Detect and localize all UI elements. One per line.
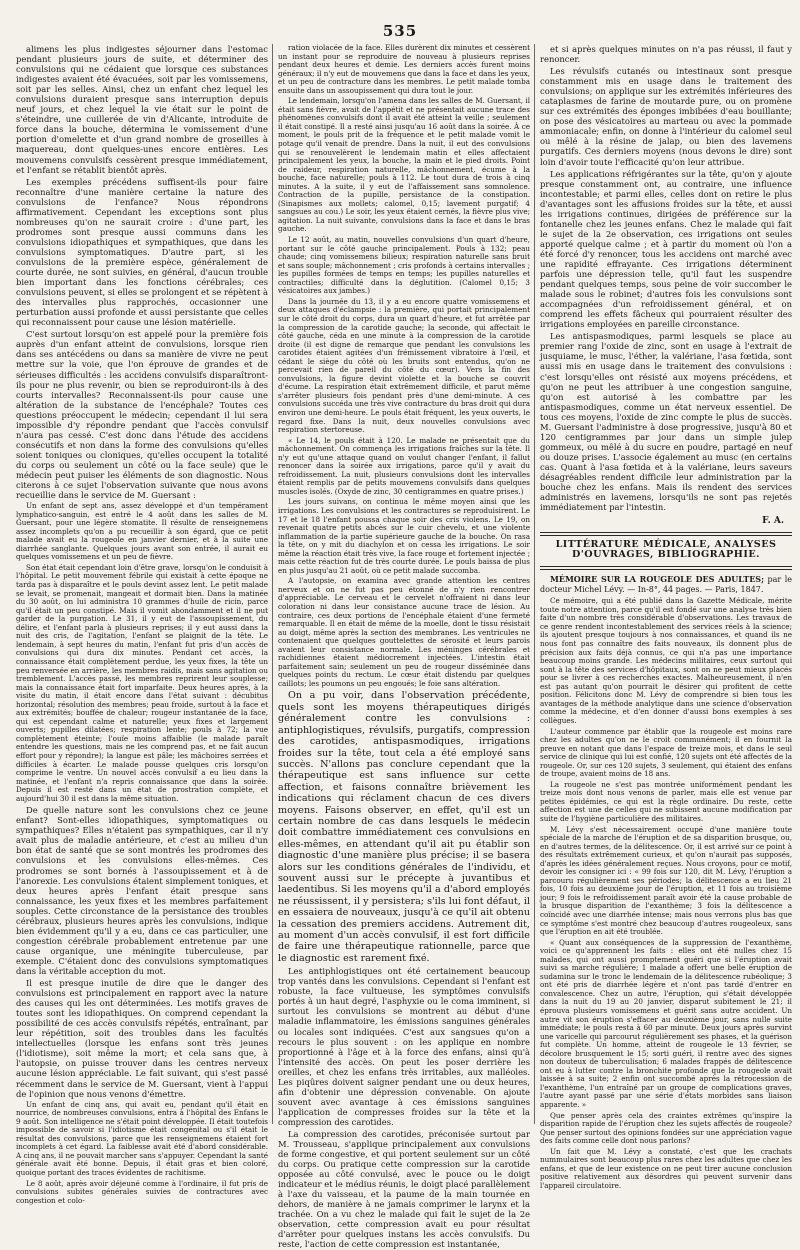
column-left [16,44,268,1205]
review-paragraph: La rougeole ne s'est pas montrée uniformément pendant les treize mois dont nous venons de parler, mais elle est venue par petites épidémies, ce qui est la règle ordinaire. Du reste, cette affection est une de celles qui ne subissent aucune modification par suite de l'hygiène particulière des militaires. [540,779,792,823]
paragraph: Il est presque inutile de dire que le danger des convulsions est principalement en rapport avec la nature des causes qui les ont déterminées. Les motifs graves de toutes sont les idiopathiques. On comprend cependant la possibilité de ces accès convulsifs répétés, entraînant, par leur répétition, soit des troubles dans les facultés intellectuelles (lorsque les enfans sont très jeunes (l'idiotisme), soit même la mort; et cela sans que, à l'autopsie, on puisse trouver dans les centres nerveux aucune lésion appréciable. Le fait suivant, qui s'est passé récemment dans le service de M. Guersant, vient à l'appui de l'opinion que nous venons d'émettre. [16,978,268,1099]
paragraph: De quelle nature sont les convulsions chez ce jeune enfant? Sont-elles idiopathiques, symptomatiques ou sympathiques? Elles n'étaient pas sympathiques, car il n'y avait plus de maladie antérieure, et c'est au milieu d'un bon état de santé que se sont montrés les prodromes des convulsions et les convulsions elles-mêmes. Ces prodromes se sont bornés à l'assoupissement et à de l'anorexie. Les convulsions étaient simplement toniques, et deux heures après l'enfant était presque sans connaissance, les yeux fixes et les membres parfaitement souples. Cette circonstance de la persistance des troubles cérébraux, plusieurs heures après les convulsions, indique bien évidemment qu'il y a eu, dans ce cas particulier, une congestion cérébrale probablement entretenue par une cause organique, une méningite tuberculeuse, par exemple. C'étaient donc des convulsions symptomatiques dans la véritable acception du mot. [16,805,268,976]
case-report-paragraph: Le 8 août, après avoir déjeuné comme à l'ordinaire, il fut pris de convulsions subites générales suivies de contractures avec congestion et colo- [16,1178,268,1205]
review-paragraph: Ce mémoire, qui a été publié dans la Gazette Médicale, mérite toute notre attention, parce qu'il est fondé sur une analyse très bien faite d'un nombre très considérable d'observations. Les travaux de ce genre rendent incontestablement des services réels à la science; ils ajoutent presque toujours à nos connaissances, et quand ils ne nous font pas connaître des faits nouveaux, ils donnent plus de précision aux faits déjà connus, ce qui n'a pas une importance beaucoup moins grande. Les médecins militaires, ceux surtout qui sont à la tête des services d'hôpitaux, sont on ne peut mieux placés pour se livrer à ces recherches exactes. Malheureusement, il n'en est pas autant qu'on pourrait le désirer qui profitent de cette position. Félicitons donc M. Lévy de comprendre si bien tous les avantages de la méthode analytique dans une science d'observation comme la médecine, et d'en donner d'aussi bons exemples à ses collègues. [540,596,792,725]
paragraph: On a pu voir, dans l'observation précédente, quels sont les moyens thérapeutiques dirigés généralement contre les convulsions : antiphlogistiques, révulsifs, purgatifs, compression des carotides, antispasmodiques, irrigations froides sur la tête, tout cela a été employé sans succès. N'allons pas conclure cependant que la thérapeutique est sans influence sur cette affection, et faisons connaître brièvement les indications qui réclament chacun de ces divers moyens. Faisons observer, en effet, qu'il est un certain nombre de cas dans lesquels le médecin doit combattre immédiatement ces convulsions en elles-mêmes, en attendant qu'il ait pu établir son diagnostic d'une manière plus précise; il se basera alors sur les conditions générales de l'individu, et souvent aussi sur le précepte à juvantibus et laedentibus. Si les moyens qu'il a d'abord employés ne réussissent, il y persistera; s'ils lui font défaut, il en essaiera de nouveaux, jusqu'à ce qu'il ait obtenu la cessation des premiers accidens. Autrement dit, au moment d'un accès convulsif, il est fort difficile de faire une thérapeutique rationnelle, parce que le diagnostic est rarement fixé. [278,690,530,964]
section-title: LITTÉRATURE MÉDICALE, ANALYSES D'OUVRAGES, BIBLIOGRAPHIE. [555,539,777,561]
case-report-paragraph: ration violacée de la face. Elles durèrent dix minutes et cessèrent un instant pour se reproduire de nouveau à plusieurs reprises pendant deux heures et demie. Les derniers accès furent moins généraux; il n'y eut de mouvemens que dans la face et dans les yeux, et un peu de contracture dans les membres. Le petit malade tomba ensuite dans un assoupissement qui dura tout le jour. [278,43,530,95]
review-paragraph: Un fait que M. Lévy a constaté, c'est que les crachats nummulaires sont beaucoup plus rares chez les adultes que chez les enfans, et que de leur existence on ne peut tirer aucune conclusion positive relativement aux désordres qui peuvent survenir dans l'appareil circulatoire. [540,1146,792,1190]
case-report-paragraph: « Le 14, le pouls était à 120. Le malade ne présentait que du mâchonnement. On commença les irrigations fraîches sur la tête. Il n'y eut qu'une attaque quand on voulut changer l'enfant, il fallut renoncer dans la soirée aux irrigations, parce qu'il y avait du refroidissement. La nuit, plusieurs convulsions dont les intervalles étaient remplis par de petits mouvemens convulsifs dans quelques muscles isolés. (Oxyde de zinc, 30 centigrammes en quatre prises.) [278,435,530,496]
paragraph: Les applications réfrigérantes sur la tête, qu'on y ajoute presque constamment ont, au contraire, une influence incontestable; et parmi elles, celles dont on retire le plus d'avantages sont les affusions froides sur la tête, et aussi les irrigations continues, dirigées de préférence sur la fontanelle chez les jeunes enfans. Chez le malade qui fait le sujet de la 2e observation, ces irrigations ont seules apporté quelque calme ; et à partir du moment où l'on a été forcé d'y renoncer, tous les accidens ont marché avec une rapidité effrayante. Ces irrigations déterminent parfois une dépression telle, qu'il faut les suspendre pendant quelques temps, sous peine de voir succomber le malade sous le robinet; d'autres fois les convulsions sont accompagnées d'un refroidissement général, et on comprend les effets fâcheux qui pourraient résulter des irrigations employées en pareille circonstance. [540,168,792,330]
review-title: MÉMOIRE SUR LA ROUGEOLE DES ADULTES; [550,574,765,585]
case-report-paragraph: Un enfant de cinq ans, qui avait eu, pendant qu'il était en nourrice, de nombreuses convulsions, entra à l'hôpital des Enfans le 9 août. Son intelligence ne s'était point développée. Il était toutefois impossible de savoir si l'idiotisme était congénital ou s'il était le résultat des convulsions, parce que les renseignemens étaient fort incomplets à cet égard. La faiblesse avait été d'abord considérable. A cinq ans, il ne pouvait marcher sans s'appuyer. Cependant la santé générale avait été bonne. Depuis, il était gras et bien coloré, quoique portant des traces évidentes de rachitisme. [16,1099,268,1177]
case-report-paragraph: Les jours suivans, on continua le même moyen ainsi que les irrigations. Les convulsions et les contractures se reproduisirent. Le 17 et le 18 l'enfant poussa chaque soir des cris violens. Le 19, on revenait quatre petits abcès sur le cuir chevelu, et une violente inflammation de la partie supérieure gauche de la bouche. On rasa la tête, on y mit du diachylon et on cessa les irrigations. Le soir même la réaction était très vive, la face rouge et fortement injectée ; mais cette réaction fut de très courte durée. Le pouls baissa de plus en plus jusqu'au 21 août, où ce petit malade succomba. [278,497,530,575]
column-right [540,44,792,1190]
case-report-paragraph: Un enfant de sept ans, assez développé et d'un tempérament lymphatico-sanguin, est entré le 4 août dans les salles de M. Guersant, pour une légère stomatite. Il résulte de renseignemens assez incomplets qu'on a pu recueillir à son égard, que ce petit malade avait eu la rougeole en janvier dernier, et à la suite une diarrhée sanglante. Quelques jours avant son entrée, il aurait eu quelques vomissemens et un peu de fièvre. [16,501,268,562]
review-author: par le docteur Michel Lévy. — In-8°, 44 pages. — Paris, 1847. [540,575,792,595]
review-paragraph: L'auteur commence par établir que la rougeole est moins rare chez les adultes qu'on ne le croit communément; il en fournit la preuve en notant que dans l'espace de treize mois, et dans le seul service de clinique qui lui est confié, 120 sujets ont été affectés de la rougeole. Or, sur ces 120 sujets, 3 seulement, qui étaient des enfans de troupe, avaient moins de 18 ans. [540,726,792,779]
column-divider [272,44,273,1124]
section-rule [540,566,792,570]
article-signature: F. A. [762,516,784,527]
case-report-paragraph: Le lendemain, lorsqu'on l'amena dans les salles de M. Guersant, il était sans fièvre, avait de l'appétit et ne présentait aucune trace des phénomènes convulsifs dont il avait été atteint la veille ; seulement il était constipé. Il a resté ainsi jusqu'au 16 août dans la soirée. À ce moment, le pouls prit de la fréquence et le petit malade vomit le potage qu'il venait de prendre. Dans la nuit, il eut des convulsions qui se renouvelèrent le lendemain matin et elles affectaient principalement les yeux, la bouche, la main et le pied droits. Point de raideur, respiration naturelle, mâchonnement, écume à la bouche, face naturelle; pouls à 112. Le tout dura de trois à cinq minutes. A la suite, il y eut de l'affaissement sans somnolence. Contraction de la pupille, persistance de la constipation. (Sinapismes aux mollets; calomel, 0,15; lavement purgatif; 4 sangsues au cou.) Le soir, les yeux étaient cernés, la fièvre plus vive; agitation. La nuit suivante, convulsions dans la face et dans le bras gauche. [278,96,530,234]
paragraph: Les exemples précédens suffisent-ils pour faire reconnaître d'une manière certaine la nature des convulsions de l'enfance? Nous répondrons affirmativement. Cependant les exceptions sont plus nombreuses qu'on ne saurait croire : d'une part, les prodromes sont presque aussi communs dans les convulsions idiopathiques et sympathiques, que dans les convulsions symptomatiques. D'autre part, si les convulsions de la première espèce, généralement de courte durée, ne sont suivies, en général, d'aucun trouble bien important dans les fonctions cérébrales; ces convulsions peuvent, si elles se prolongent et se répètent à des intervalles plus rapprochés, occasionner une perturbation aussi profonde et aussi persistante que celles qui reconnaissent pour cause une lésion matérielle. [16,176,268,328]
paragraph: Les antispasmodiques, parmi lesquels se place au premier rang l'oxide de zinc, sont en usage à l'extrait de jusquiame, le musc, l'éther, la valériane, l'asa fœtida, sont aussi mis en usage dans le traitement des convulsions : c'est lorsqu'elles ont résisté aux moyens précédens, et qu'on ne peut les attribuer à une congestion sanguine, qu'on est autorisé à les combattre par les antispasmodiques, comme un état nerveux essentiel. De tous ces moyens, l'oxide de zinc compte le plus de succès. M. Guersant l'administre à dose progressive, jusqu'à 80 et 120 centigrammes par jour dans un simple julep gommeux, ou mêlé à du sucre en poudre, partagé en neuf ou douze prises. L'associe également au musc (en certains cas. Quant à l'asa fœtida et à la valériane, leurs saveurs désagréables rendent difficile leur administration par la bouche chez les enfans. Mais ils rendent des services administrés en lavemens, lorsqu'ils ne sont pas rejetés immédiatement par l'intestin. [540,331,792,513]
column-divider [534,44,535,1124]
paragraph: C'est surtout lorsqu'on est appelé pour la première fois auprès d'un enfant atteint de convulsions, lorsque rien dans ses antécédens ou dans sa manière de vivre ne peut mettre sur la voie, que l'on éprouve de grandes et de sérieuses difficultés : les accidens convulsifs disparaîtront-ils pour ne plus revenir, ou bien se reproduiront-ils à des courts intervalles? Reconnaissent-ils pour cause une altération de la substance de l'encéphale? Toutes ces questions préoccupent le médecin; cependant il lui sera impossible d'y répondre pendant que l'accès convulsif n'aura pas cessé. C'est donc dans l'étude des accidens consécutifs et non dans la forme des convulsions qu'elles soient toniques ou cloniques, qu'elles occupent la totalité du corps ou seulement un côté ou la face seule) que le médecin peut puiser les éléments de son diagnostic. Nous citerons à ce sujet l'observation suivante que nous avons recueillie dans le service de M. Guersant : [16,329,268,501]
case-report-paragraph: Dans la journée du 13, il y a eu encore quatre vomissemens et deux attaques d'éclampsie : la première, qui portait principalement sur le côté droit du corps, dura un quart d'heure, et fut arrêtée par la compression de la carotide gauche; la seconde, qui affectait le côté gauche, céda en une minute à la compression de la carotide droite (il est digne de remarque que pendant les convulsions les carotides étaient agitées d'un frémissement vibratoire à l'œil, et cédant le siège du côté où les bruits sont entendus, qu'on ne percevait rien de pareil du côté du cœur). Vers la fin des convulsions, la figure devint violette et la bouche se couvrit d'écume. La respiration était extrêmement difficile, et parut même s'arrêter plusieurs fois pendant près d'une demi-minute. A ces convulsions succéda une très vive contracture du bras droit qui dura environ une demi-heure. Le pouls était fréquent, les yeux ouverts, le regard fixe. Dans la nuit, deux nouvelles convulsions avec respiration stertoreuse. [278,296,530,435]
paragraph: alimens les plus indigestes séjourner dans l'estomac pendant plusieurs jours de suite, et déterminer des convulsions qui ne cédaient que lorsque ces substances indigestes avaient été évacuées, soit par les vomissemens, soit par les selles. Ainsi, chez un enfant chez lequel les convulsions duraient presque sans interruption depuis neuf jours, et chez lequel la vie était sur le point de s'éteindre, une cuillerée de vin d'Alicante, introduite de force dans la bouche, détermina le vomissement d'une portion d'omelette et d'un grand nombre de groseilles à maquereau, dont quelques-unes encore entières. Les mouvemens convulsifs cessèrent presque immédiatement, et l'enfant se rétablit bientôt après. [16,44,268,175]
section-rule [540,532,792,536]
review-paragraph: « Quant aux conséquences de la suppression de l'exanthème, voici ce qu'apprennent les faits : elles ont été nulles chez 15 malades, qui ont aussi promptement guéri que si l'éruption avait suivi sa marche régulière; 1 malade a offert une belle éruption de sudamina sur le tronc le lendemain de la délitescence rubéolique; 3 ont été pris de diarrhée légère et n'ont pas tardé d'entrer en convalescence. Chez un autre, l'éruption, qui s'était développée dans la nuit du 19 au 20 janvier, disparut subitement le 21; il éprouva plusieurs vomissemens et guérit sans autre accident. Un autre vit son éruption s'effacer au deuxième jour, sans nulle suite immédiate; le pouls resta à 60 par minute. Deux jours après survint une varicelle qui parcourut régulièrement ses phases, et la guérison fut complète. Un homme, atteint de rougeole le 13 février, se décolore brusquement le 15; sorti guéri, il rentre avec des signes non douteux de tuberculisation; 6 malades frappés de délitescence ont eu à lutter contre la bronchite profonde que la rougeole avait laissée à sa suite; 2 enfin ont succombé après la rétrocession de l'exanthème, l'un entraîné par un groupe de complications graves, l'autre ayant passé par une série d'états morbides sans liaison apparente. » [540,937,792,1110]
paragraph: La compression des carotides, préconisée surtout par M. Trousseau, s'applique principalement aux convulsions de forme congestive, et qui portent seulement sur un côté du corps. Ou pratique cette compression sur la carotide opposée au côté convulsé, avec le pouce ou le doigt indicateur et le médius réunis, le doigt placé parallèlement à l'axe du vaisseau, et la paume de la main tournée en dehors, de manière à ne jamais comprimer le larynx et la trachée. On a vu chez le malade qui fait le sujet de la 2e observation, cette compression avait eu pour résultat d'arrêter pour quelques instans les accès convulsifs. Du reste, l'action de cette compression est instantanée, [278,1128,530,1250]
review-paragraph: M. Lévy s'est nécessairement occupé d'une manière toute spéciale de la marche de l'éruption et de sa disparition brusque, ou, en d'autres termes, de la délitescence. Or, il est arrivé sur ce point à des résultats extrêmement curieux, et qu'on n'aurait pas supposés, d'après les idées généralement reçues. Nous croyons, pour ce motif, devoir les consigner ici : « 99 fois sur 120, dit M. Lévy, l'éruption a parcouru régulièrement ses périodes; la délitescence a eu lieu 21 fois, 10 fois au deuxième jour de l'éruption, et 11 fois au troisième jour; 9 fois le refroidissement paraît avoir été la cause probable de la brusque disparition de l'exanthème; 3 fois la délitescence a coïncidé avec une diarrhée intense; mais nous verrons plus bas que ce symptôme s'est montré chez beaucoup d'autres rougeoleux, sans que l'éruption en ait été troublée. [540,824,792,937]
column-middle [278,43,530,1250]
paragraph: Les révulsifs cutanés ou intestinaux sont presque constamment mis en usage dans le traitement des convulsions; on applique sur les extrémités inférieures des cataplasmes de farine de moutarde pure, ou on promène sur ces extrémités des éponges imbibées d'eau bouillante; on pose des vésicatoires au marteau ou avec la pommade ammoniacale; enfin, on donne à l'intérieur du calomel seul ou mêlé à la résine de jalap, ou bien des lavemens purgatifs. Ces derniers moyens (nous devons le dire) sont loin d'avoir toute l'efficacité qu'on leur attribue. [540,66,792,167]
page-number: 535 [382,22,418,40]
case-report-paragraph: Son état était cependant loin d'être grave, lorsqu'on le conduisit à l'hôpital. Le petit mouvement fébrile qui existait à cette époque ne tarda pas à disparaître et le pouls devint assez lent. Le petit malade se levait, se promenait, mangeait et dormait bien. Dans la matinée du 30 août, on lui administra 10 grammes d'huile de ricin, parce qu'il était un peu constipé. Mais il vomit abondamment et il ne put garder de la purgation. Le 31, il y eut de l'assoupissement, du délire, et l'enfant parla à plusieurs reprises; il y eut aussi dans la nuit des cris, de l'agitation, l'enfant se plaignit de la tête. Le lendemain, à sept heures du matin, l'enfant fut pris d'un accès de convulsions qui dura dix minutes. Pendant cet accès, la connaissance était complètement perdue, les yeux fixes, la tête un peu renversée en arrière, les membres raidis, mais sans agitation ou tremblement. L'accès passé, les membres reprirent leur souplesse; mais la connaissance était fort imparfaite. Deux heures après, à la visite du matin, il était encore dans l'état suivant : décubitus horizontal; résolution des membres; peau froide, surtout à la face et aux extrémités; bouffée de chaleur; rougeur instantanée de la face, qui est cependant calme et naturelle; yeux fixes et largement ouverts; pupilles dilatées; respiration lente; pouls à 72; la vue complètement éteinte; l'ouïe moins affaiblie (le malade paraît entendre les questions, mais ne les comprend pas, et ne fait aucun effort pour y répondre); la langue est pâle; les mâchoires serrées et difficiles à écarter. Le malade pousse quelques cris lorsqu'on comprime le ventre. Un nouvel accès convulsif a eu lieu dans la matinée, et l'enfant n'a repris connaissance que dans la soirée. Depuis il est resté dans un état de prostration complète, et aujourd'hui 30 il est dans la même situation. [16,562,268,803]
paragraph: et si après quelques minutes on n'a pas réussi, il faut y renoncer. [540,44,792,65]
paragraph: Les antiphlogistiques ont été certainement beaucoup trop vantés dans les convulsions. Cependant si l'enfant est robuste, la face vultueuse, les symptômes convulsifs portés à un haut degré, l'asphyxie ou le coma imminent, si surtout les convulsions se montrent au début d'une maladie inflammatoire, les émissions sanguines générales ou locales sont indiquées. C'est aux sangsues qu'on a recours le plus souvent : on les applique en nombre proportionné à l'âge et à la force des enfans, ainsi qu'à l'intensité des accès. On peut les poser derrière les oreilles, et chez les enfans très irritables, aux malléoles. Les piqûres doivent saigner pendant une ou deux heures, afin d'obtenir une dépression convenable. On ajoute souvent avec avantage à ces émissions sanguines l'application de compresses froides sur la tête et la compression des carotides. [278,966,530,1127]
case-report-paragraph: Le 12 août, au matin, nouvelles convulsions d'un quart d'heure, portant sur le côté gauche principalement. Pouls à 132; peau chaude; cinq vomissemens bilieux; respiration naturelle sans bruit et sans souple; mâchonnement ; cris profonds à certains intervalles ; les pupilles formées de temps en temps; les pupilles naturelles et contractiles; difficulté dans la déglutition. (Calomel 0,15; 3 vésicatoires aux jambes.) [278,235,530,296]
case-report-paragraph: A l'autopsie, on examina avec grande attention les centres nerveux et on ne fut pas peu étonné de n'y rien rencontrer d'appréciable. Le cerveau et le cervelet n'offraient ni dans leur coloration ni dans leur consistance aucune trace de lésion. Au contraire, ces deux portions de l'encéphale étaient d'une fermeté remarquable. Il en était de même de la moelle, dont le tissu résistait au doigt, même après la section des membranes. Les ventricules ne contenaient que quelques gouttelettes de sérosité et leurs parois avaient leur consistance normale. Les méninges cérébrales et rachidiennes étaient médiocrement injectées. L'intestin était parfaitement sain; seulement un peu de rougeur disséminée dans quelques points du rectum. Le cœur était distendu par quelques caillots; les poumons un peu engoués; le foie sans altération. [278,576,530,688]
review-paragraph: Que penser après cela des craintes extrêmes qu'inspire la disparition rapide de l'éruption chez les sujets affectés de rougeole? Que penser surtout des opinions fondées sur une appréciation vague des faits comme celle dont nous parlons? [540,1110,792,1146]
review-heading [540,574,792,595]
